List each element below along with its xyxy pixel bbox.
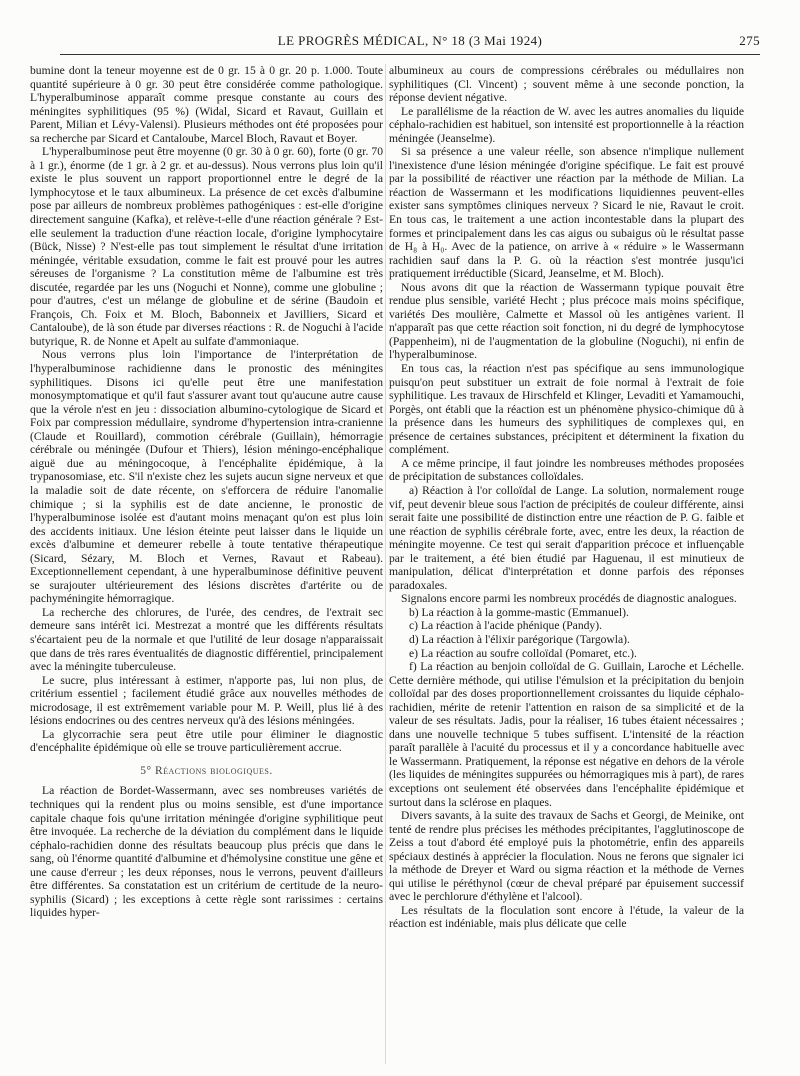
paragraph: Le parallélisme de la réaction de W. avec les autres anomalies du liquide céphalo-rachidien est habituel, son intensité est proportionnelle à la réaction méningée (Jeanselme). (389, 104, 744, 145)
paragraph: La glycorrachie sera peut être utile pour éliminer le diagnostic d'encéphalite épidémique où elle se trouve particulièrement accrue. (30, 727, 383, 755)
paragraph: En tous cas, la réaction n'est pas spécifique au sens immunologique puisqu'on peut substituer un extrait de foie normal à l'extrait de foie syphilitique. Les travaux de Hirschfeld et Klinger, Levaditi et Yamamouchi, Porgès, ont établi que la réaction est un phénomène physico-chimique dû à la présence dans les humeurs des syphilitiques de complexes qui, en présence de certaines substances, précipitent et déterminent la fixation du complément. (389, 362, 744, 457)
paragraph: Signalons encore parmi les nombreux procédés de diagnostic analogues. (401, 592, 737, 606)
list-item: b) La réaction à la gomme-mastic (Emmanuel). (409, 605, 629, 619)
paragraph: La recherche des chlorures, de l'urée, des cendres, de l'extrait sec demeure sans intérêt ici. Mestrezat a montré que les différents résultats s'écartaient peu de la normale et que l'utilité de leur dosage n'apparaissait que dans de très rares éventualités de diagnostic différentiel, principalement avec la méningite tuberculeuse. (30, 605, 383, 674)
paragraph: Les résultats de la floculation sont encore à l'étude, la valeur de la réaction est indéniable, mais plus délicate que celle (389, 903, 744, 931)
list-item: d) La réaction à l'élixir parégorique (Targowla). (409, 632, 630, 646)
paragraph: Nous verrons plus loin l'importance de l'interprétation de l'hyperalbuminose rachidienne dans le pronostic des méningites syphilitiques. Disons ici qu'elle peut être une manifestation monosymptomatique et qu'il faut s'assurer avant tout qu'aucune autre cause que la vérole n'est en jeu : dissociation albumino-cytologique de Sicard et Foix par compression médullaire, syndrome d'hypertension intra-cranienne (Claude et Rouillard), commotion cérébrale (Guillain), hémorragie cérébrale ou méningée (Dufour et Thiers), lésion méningo-encéphalique aiguë due au méningocoque, à l'encéphalite épidémique, à la trypanosomiase, etc. S'il n'existe chez les sujets aucun signe nerveux et que la maladie soit de date récente, on s'efforcera de réduire l'anomalie chimique ; si la syphilis est de date ancienne, le pronostic de l'hyperalbuminose isolée est d'autant moins menaçant qu'on est plus loin des accidents initiaux. Une lésion éteinte peut laisser dans le liquide un excès d'albumine et demeurer rebelle à toute tentative thérapeutique (Sicard, Sézary, M. Bloch et Vernes, Ravaut et Rabeau). Exceptionnellement cependant, à une hyperalbuminose définitive peuvent se surajouter ultérieurement des lésions discrètes d'artérite ou de pachyméningite hémorragique. (30, 348, 383, 606)
paragraph: a) Réaction à l'or colloïdal de Lange. La solution, normalement rouge vif, peut devenir bleue sous l'action de précipités de couleur différente, ainsi serait faite une possibilité de distinction entre une réaction de P. G. faible et une réaction de syphilis cérébrale forte, avec, entre les deux, la réaction de méningite moyenne. Ce test qui serait d'apparition précoce et influençable par le traitement, a été bien étudié par Haguenau, il est minutieux de manipulation, délicat d'interprétation et donne parfois des réponses paradoxales. (389, 483, 744, 592)
paragraph: albumineux au cours de compressions cérébrales ou médullaires non syphilitiques (Cl. Vincent) ; souvent même à une seconde ponction, la réponse devient négative. (389, 64, 744, 105)
column-divider (385, 64, 386, 1064)
paragraph: La réaction de Bordet-Wassermann, avec ses nombreuses variétés de techniques qui la rendent plus ou moins sensible, est d'une importance capitale chaque fois qu'une irritation méningée d'origine syphilitique peut être invoquée. La recherche de la déviation du complément dans le liquide céphalo-rachidien donne des résultats beaucoup plus précis que dans le sang, où l'énorme quantité d'albumine et d'hémolysine constitue une gêne et une cause d'erreur ; les deux réponses, nous le verrons, peuvent d'ailleurs être différentes. Sa constatation est un critérium de certitude de la neuro-syphilis (Sicard) ; les exceptions à cette règle sont rarissimes : certains liquides hyper- (30, 784, 383, 920)
paragraph: bumine dont la teneur moyenne est de 0 gr. 15 à 0 gr. 20 p. 1.000. Toute quantité supérieure à 0 gr. 30 peut être considérée comme pathologique. L'hyperalbuminose apparaît comme presque constante au cours des méningites syphilitiques (95 %) (Widal, Sicard et Ravaut, Guillain et Parent, Milian et Lévy-Valensi). Plusieurs méthodes ont été proposées pour sa recherche par Sicard et Cantaloube, Marcel Bloch, Ravaut et Boyer. (30, 64, 383, 145)
running-header (60, 33, 760, 51)
right-column (389, 64, 744, 1064)
list-item: f) La réaction au benjoin colloïdal de G. Guillain, Laroche et Léchelle. Cette dernière méthode, qui utilise l'émulsion et la précipitation du benjoin colloïdal par des doses proportionnellement croissantes du liquide céphalo-rachidien, mérite de retenir l'attention en raison de sa simplicité et de la valeur de ses résultats. Jadis, pour la réaliser, 16 tubes étaient nécessaires ; dans une nouvelle technique 5 tubes suffisent. L'intensité de la réaction paraît parallèle à l'acuité du processus et il y a concordance habituelle avec le Wassermann. Pratiquement, la réponse est négative en dehors de la vérole (les liquides de méningites suppurées ou hémorragiques mis à part), de rares exceptions ont seulement été observées dans l'encéphalite épidémique et surtout dans la sclérose en plaques. (389, 660, 744, 809)
section-heading: 5° Réactions biologiques. (140, 764, 273, 777)
list-item: e) La réaction au soufre colloïdal (Pomaret, etc.). (409, 646, 637, 660)
left-column (30, 64, 383, 1064)
page-number: 275 (739, 33, 760, 48)
paragraph: Si sa présence a une valeur réelle, son absence n'implique nullement l'inexistence d'une lésion méningée d'origine spécifique. Le fait est prouvé par la possibilité de réactiver une réaction par la méthode de Milian. La réaction de Wassermann et les modifications liquidiennes peuvent-elles exister sans symptômes cliniques nerveux ? Sicard le nie, Ravaut le croit. En tous cas, le traitement a une action incontestable dans la plupart des formes et principalement dans les cas aigus ou subaigus où le résultat passe de H₈ à H₀. Avec de la patience, on arrive à « réduire » le Wassermann rachidien sauf dans la P. G. où la réaction s'est montrée jusqu'ici pratiquement irréductible (Sicard, Jeanselme, et M. Bloch). (389, 145, 744, 281)
paragraph: A ce même principe, il faut joindre les nombreuses méthodes proposées de précipitation de substances colloïdales. (389, 456, 744, 484)
paragraph: Le sucre, plus intéressant à estimer, n'apporte pas, lui non plus, de critérium essentiel ; facilement étudié grâce aux nouvelles méthodes de microdosage, il est extrêmement variable pour M. P. Weill, plus lié à des lésions endocrines ou des centres nerveux qu'à des lésions méningées. (30, 673, 383, 728)
header-rule (60, 54, 760, 55)
list-item: c) La réaction à l'acide phénique (Pandy). (409, 619, 602, 633)
paragraph: Nous avons dit que la réaction de Wassermann typique pouvait être rendue plus sensible, variété Hecht ; plus précoce mais moins spécifique, variétés Des moulière, Calmette et Massol où les antigènes varient. Il n'apparaît pas que cette réaction soit fonction, ni du degré de lymphocytose (Pappenheim), ni de l'augmentation de la globuline (Noguchi), ni enfin de l'hyperalbuminose. (389, 280, 744, 362)
paragraph: Divers savants, à la suite des travaux de Sachs et Georgi, de Meinike, ont tenté de rendre plus précises les méthodes précipitantes, l'agglutinoscope de Zeiss a tout d'abord été employé puis la photométrie, enfin des appareils spéciaux destinés à apprécier la floculation. Nous ne ferons que signaler ici la méthode de Dreyer et Ward ou sigma réaction et la méthode de Vernes qui utilise le péréthynol (cœur de cheval préparé par épuisement successif avec le perchlorure d'éthylène et l'alcool). (389, 809, 744, 904)
paragraph: L'hyperalbuminose peut être moyenne (0 gr. 30 à 0 gr. 60), forte (0 gr. 70 à 1 gr.), énorme (de 1 gr. à 2 gr. et au-dessus). Nous verrons plus loin qu'il existe le plus souvent un rapport proportionnel entre le degré de la lymphocytose et le taux albumineux. La présence de cet excès d'albumine pose par ailleurs de nombreux problèmes pathogéniques : est-elle d'origine directement sanguine (Kafka), et relève-t-elle d'une réaction générale ? Est-elle seulement la traduction d'une réaction locale, d'origine lymphocytaire (Bück, Nisse) ? N'est-elle pas tout simplement le résultat d'une irritation méningée, véritable exsudation, comme le fait est prouvé pour les autres séreuses de l'organisme ? La constitution même de l'albumine est très discutée, regardée par les uns (Noguchi et Nonne), comme une globuline ; pour d'autres, c'est un mélange de globuline et de sérine (Baudoin et François, Ch. Foix et M. Bloch, Babonneix et Javilliers, Sicard et Cantaloube), de là son étude par diverses réactions : R. de Noguchi à l'acide butyrique, R. de Nonne et Apelt au sulfate d'ammoniaque. (30, 145, 383, 348)
journal-title: LE PROGRÈS MÉDICAL, N° 18 (3 Mai 1924) (277, 33, 543, 48)
